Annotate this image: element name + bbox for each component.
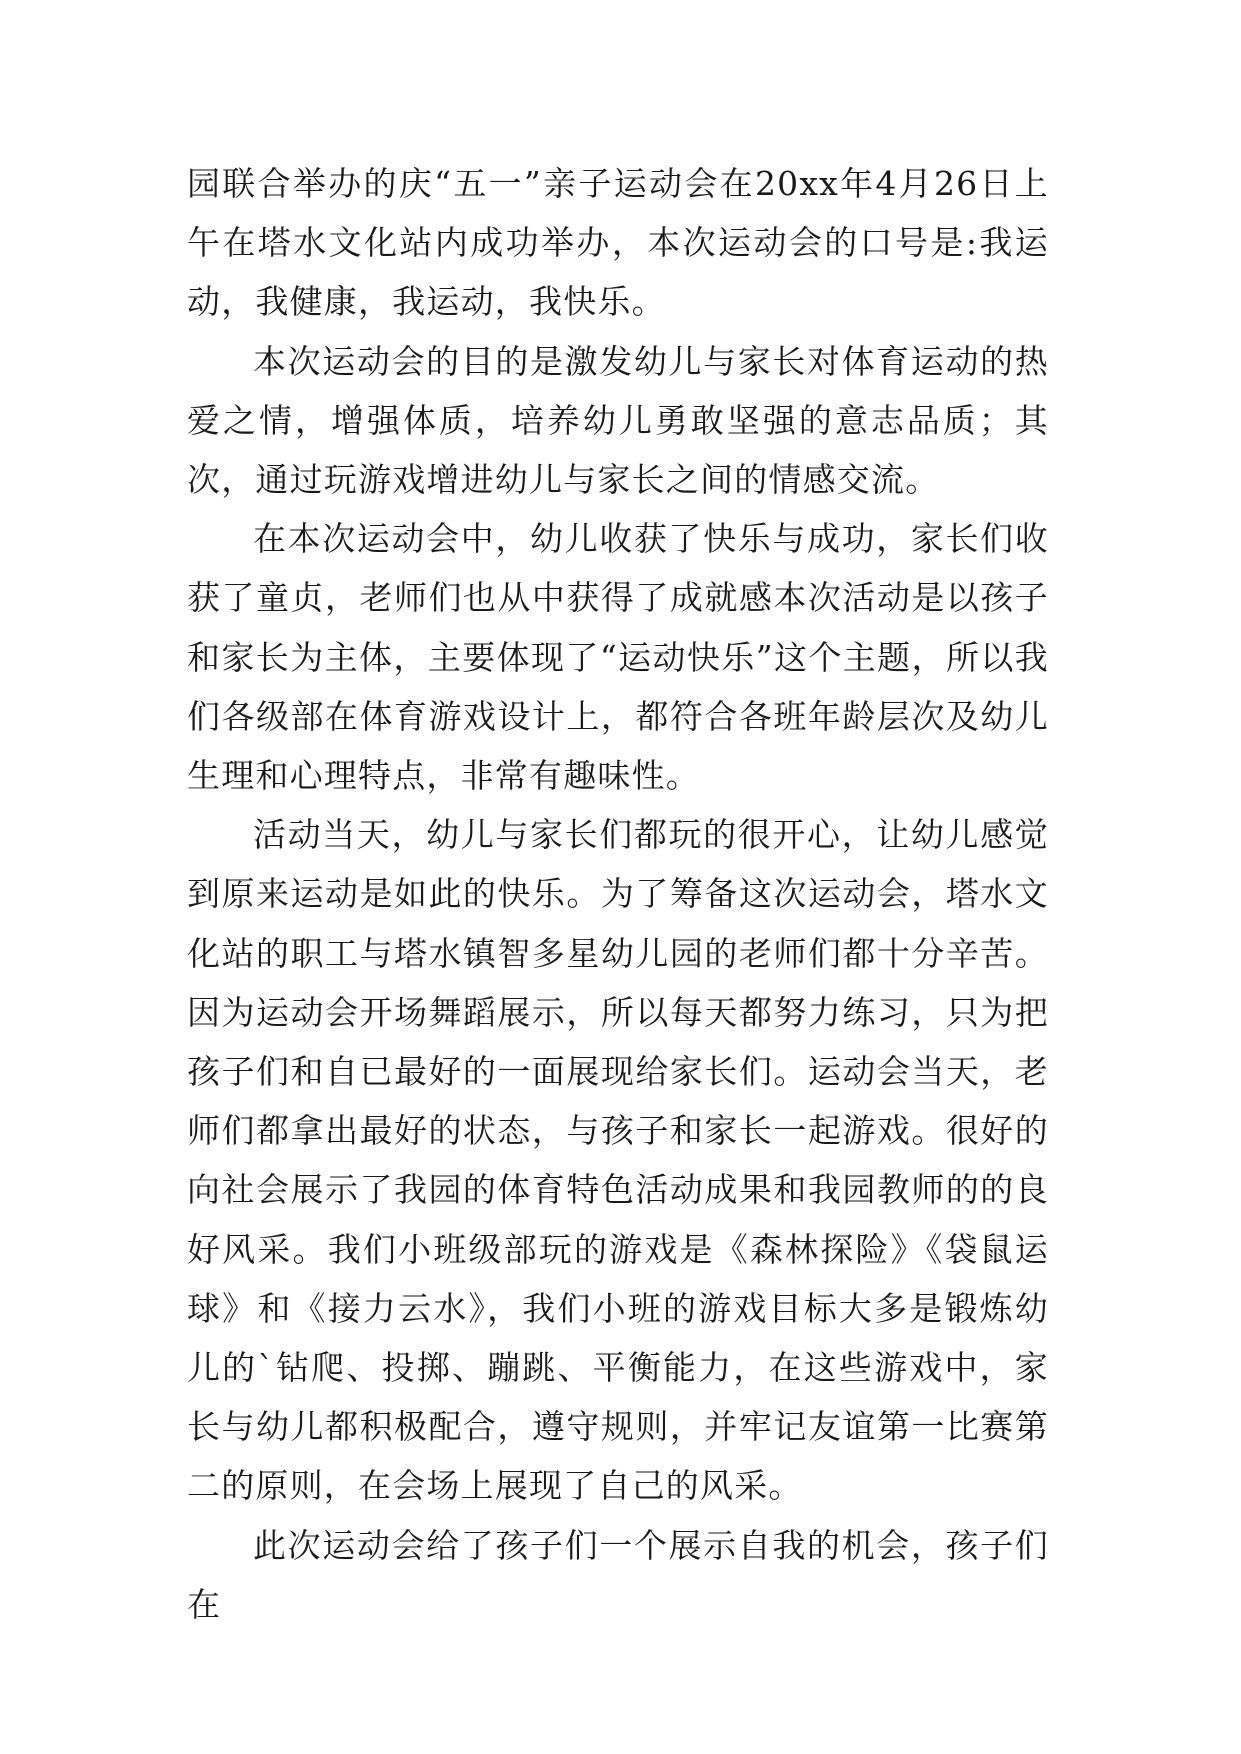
paragraph-1: 园联合举办的庆“五一”亲子运动会在20xx年4月26日上午在塔水文化站内成功举办，本次运动会的口号是:我运动，我健康，我运动，我快乐。 [187,164,1049,322]
paragraph-5: 此次运动会给了孩子们一个展示自我的机会，孩子们在 [187,1525,1049,1624]
paragraph-4: 活动当天，幼儿与家长们都玩的很开心，让幼儿感觉到原来运动是如此的快乐。为了筹备这次运动会，塔水文化站的职工与塔水镇智多星幼儿园的老师们都十分辛苦。因为运动会开场舞蹈展示，所以每天都努力练习，只为把孩子们和自已最好的一面展现给家长们。运动会当天，老师们都拿出最好的状态，与孩子和家长一起游戏。很好的向社会展示了我园的体育特色活动成果和我园教师的的良好风采。我们小班级部玩的游戏是《森林探险》《袋鼠运球》和《接力云水》，我们小班的游戏目标大多是锻炼幼儿的`钻爬、投掷、蹦跳、平衡能力，在这些游戏中，家长与幼儿都积极配合，遵守规则，并牢记友谊第一比赛第二的原则，在会场上展现了自己的风采。 [187,815,1049,1506]
document-body [187,154,1049,1634]
paragraph-3: 在本次运动会中，幼儿收获了快乐与成功，家长们收获了童贞，老师们也从中获得了成就感本次活动是以孩子和家长为主体，主要体现了“运动快乐”这个主题，所以我们各级部在体育游戏设计上，都符合各班年龄层次及幼儿生理和心理特点，非常有趣味性。 [187,519,1049,796]
paragraph-2: 本次运动会的目的是激发幼儿与家长对体育运动的热爱之情，增强体质，培养幼儿勇敢坚强的意志品质；其次，通过玩游戏增进幼儿与家长之间的情感交流。 [187,341,1049,500]
